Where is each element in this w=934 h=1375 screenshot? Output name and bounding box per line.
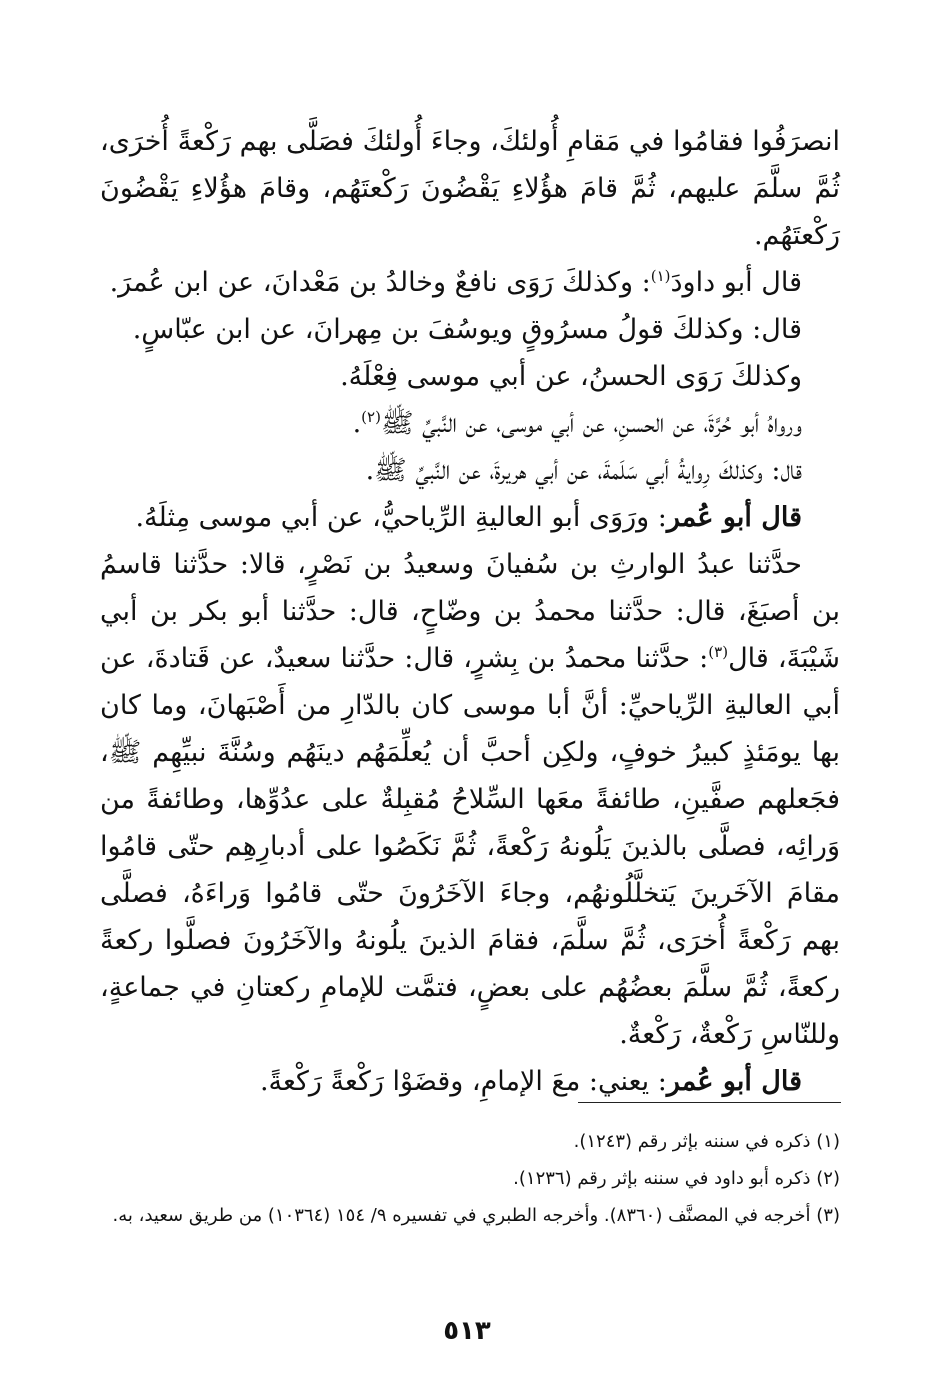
paragraph-2-text-start: قال أبو داودَ — [670, 267, 802, 298]
footnote-ref-2[interactable]: (٢) — [361, 408, 381, 426]
footnote-2: (٢) ذكره أبو داود في سننه بإثر رقم (١٢٣٦). — [513, 1168, 840, 1189]
paragraph-3: قال: وكذلكَ قولُ مسرُوقٍ ويوسُفَ بن مِهرانَ، عن ابن عبّاسٍ. — [132, 314, 802, 345]
paragraph-1: انصرَفُوا فقامُوا في مَقامِ أُولئكَ، وجاءَ أُولئكَ فصَلَّى بهم رَكْعةً أُخرَى، ثُمَّ سلَّمَ عليهم، ثُمَّ قامَ هؤُلاءِ يَقْضُونَ رَكْعتَهُم، وقامَ هؤُلاءِ يَقْضُونَ رَكْعتَهُم. — [100, 126, 840, 251]
footnote-ref-3[interactable]: (٣) — [708, 643, 729, 661]
paragraph-2-text-rest: : وكذلكَ رَوَى نافعٌ وخالدُ بن مَعْدانَ، عن ابن عُمرَ. — [109, 267, 651, 298]
paragraph-7-text: : ورَوَى أبو العاليةِ الرِّياحيُّ، عن أبي موسى مِثلَهُ. — [135, 502, 667, 533]
paragraph-5-text-end: . — [352, 408, 362, 439]
paragraph-5 — [100, 400, 840, 447]
footnote-3: (٣) أخرجه في المصنَّف (٨٣٦٠). وأخرجه الطبري في تفسيره ٩/ ١٥٤ (١٠٣٦٤) من طريق سعيد، به. — [112, 1205, 840, 1226]
paragraph-8-text-start: حدَّثنا عبدُ الوارثِ بن سُفيانَ وسعيدُ بن نَصْرٍ، قالا: حدَّثنا قاسمُ بن أصبَغَ، قال: حدَّثنا محمدُ بن وضّاحٍ، قال: حدَّثنا أبو بكر بن أبي شَيْبَةَ، قال — [100, 549, 840, 674]
footnotes — [100, 1123, 840, 1234]
footnote-ref-1[interactable]: (١) — [650, 267, 671, 285]
paragraph-6: قال: وكذلكَ رِوايةُ أبي سَلَمةَ، عن أبي هريرةَ، عن النَّبيِّ ﷺ. — [365, 455, 802, 486]
paragraph-5-text-start: ورواهُ أبو حُرَّةَ، عن الحسنِ، عن أبي موسى، عن النَّبيِّ ﷺ — [380, 408, 802, 439]
footnote-1: (١) ذكره في سننه بإثر رقم (١٢٤٣). — [573, 1131, 840, 1152]
paragraph-8 — [100, 541, 840, 1058]
speaker-label: قال أبو عُمر — [666, 1066, 802, 1097]
paragraph-2 — [100, 259, 840, 306]
paragraph-8-text-rest: : حدَّثنا محمدُ بن بِشرٍ، قال: حدَّثنا سعيدٌ، عن قَتادةَ، عن أبي العاليةِ الرِّياحيِّ: أنَّ أبا موسى كان بالدّارِ من أَصْبَهانَ، وما كان بها يومَئذٍ كبيرُ خوفٍ، ولكِن أحبَّ أن يُعلِّمَهُم دينَهُم وسُنَّةَ نبيِّهِم ﷺ، فجَعلهم صفَّينِ، طائفةً معَها السِّلاحُ مُقبِلةٌ على عدُوِّها، وطائفةً من وَرائِه، فصلَّى بالذينَ يَلُونهُ رَكْعةً، ثُمَّ نَكَصُوا على أدبارِهِم حتّى قامُوا مقامَ الآخَرينَ يَتخلَّلُونهُم، وجاءَ الآخَرُونَ حتّى قامُوا وَراءَهُ، فصلَّى بهم رَكْعةً أُخرَى، ثُمَّ سلَّمَ، فقامَ الذينَ يلُونهُ والآخَرُونَ فصلَّوا ركعةً ركعةً، ثُمَّ سلَّمَ بعضُهُم على بعضٍ، فتمَّت للإمامِ ركعتانِ في جماعةٍ، وللنّاسِ رَكْعةٌ، رَكْعةٌ. — [100, 643, 840, 1050]
main-text — [100, 118, 840, 1105]
paragraph-7 — [100, 494, 840, 541]
paragraph-9-text: : يعني: معَ الإمامِ، وقضَوْا رَكْعةً رَكْعةً. — [259, 1066, 667, 1097]
page-number: ٥١٣ — [443, 1316, 491, 1346]
paragraph-4: وكذلكَ رَوَى الحسنُ، عن أبي موسى فِعْلَهُ. — [340, 361, 802, 392]
paragraph-9 — [100, 1058, 840, 1105]
speaker-label: قال أبو عُمر — [666, 502, 802, 533]
footnote-divider — [578, 1102, 841, 1103]
